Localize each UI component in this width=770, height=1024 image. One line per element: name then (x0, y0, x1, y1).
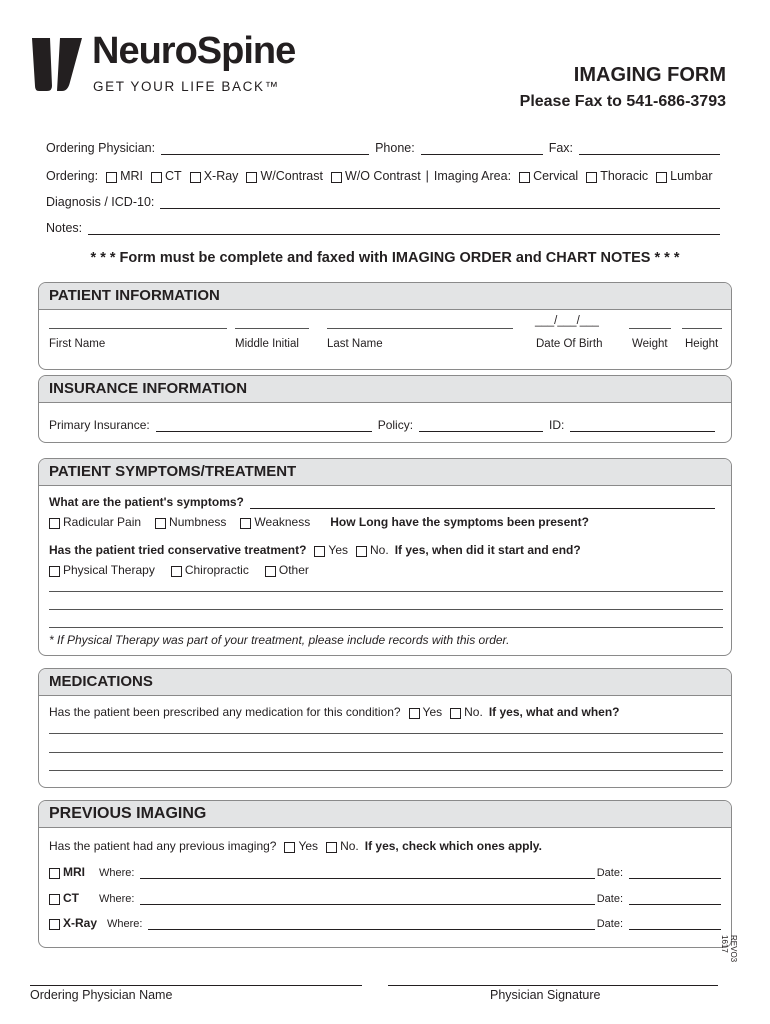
previous-ct-label: CT (63, 891, 79, 905)
ordering-physician-label: Ordering Physician: (46, 141, 156, 155)
radicular-pain-option: Radicular Pain (63, 515, 142, 529)
previous-no-option: No. (340, 839, 359, 853)
xray-date-label: Date: (596, 918, 623, 930)
other-checkbox[interactable] (265, 566, 276, 577)
radicular-pain-checkbox[interactable] (49, 518, 60, 529)
previous-imaging-section (38, 800, 732, 948)
mri-where-label: Where: (99, 867, 135, 879)
phone-label: Phone: (375, 141, 415, 155)
policy-label: Policy: (377, 418, 414, 432)
conservative-row (49, 543, 721, 557)
medications-title: MEDICATIONS (39, 669, 731, 696)
id-field[interactable] (570, 419, 715, 432)
previous-imaging-question: Has the patient had any previous imaging? (49, 839, 277, 853)
medications-section (38, 668, 732, 788)
imaging-area-label: Imaging Area: (433, 169, 512, 183)
numbness-option: Numbness (169, 515, 227, 529)
conservative-yes-option: Yes (328, 543, 348, 557)
ct-date-label: Date: (596, 893, 623, 905)
w-contrast-checkbox[interactable] (246, 172, 257, 183)
other-option: Other (278, 563, 309, 577)
primary-insurance-field[interactable] (156, 419, 372, 432)
physician-name-label: Ordering Physician Name (30, 988, 173, 1002)
dob-field[interactable]: ___/___/___ (535, 315, 599, 327)
previous-xray-row (49, 916, 721, 930)
treatment-line[interactable] (49, 627, 723, 628)
physician-signature-label: Physician Signature (490, 988, 601, 1002)
previous-mri-row (49, 865, 721, 879)
symptoms-treatment-section (38, 458, 732, 656)
diagnosis-row (46, 195, 726, 209)
numbness-checkbox[interactable] (155, 518, 166, 529)
last-name-label: Last Name (327, 338, 383, 350)
form-notice: * * * Form must be complete and faxed with IMAGING ORDER and CHART NOTES * * * (90, 250, 680, 266)
mri-checkbox[interactable] (106, 172, 117, 183)
patient-information-title: PATIENT INFORMATION (39, 283, 731, 310)
mri-date-field[interactable] (629, 866, 721, 879)
xray-where-field[interactable] (148, 917, 594, 930)
insurance-row (49, 418, 721, 432)
mri-where-field[interactable] (140, 866, 594, 879)
middle-initial-label: Middle Initial (235, 338, 299, 350)
primary-insurance-label: Primary Insurance: (49, 418, 150, 432)
previous-yes-checkbox[interactable] (284, 842, 295, 853)
form-title: IMAGING FORM (573, 64, 726, 86)
symptoms-question: What are the patient's symptoms? (49, 495, 244, 509)
ct-where-label: Where: (99, 893, 135, 905)
w-contrast-option: W/Contrast (260, 169, 323, 183)
symptoms-options-row (49, 515, 721, 529)
fax-number: Please Fax to 541-686-3793 (519, 93, 726, 110)
height-field[interactable] (682, 328, 722, 329)
xray-option: X-Ray (203, 169, 239, 183)
weakness-checkbox[interactable] (240, 518, 251, 529)
conservative-yes-checkbox[interactable] (314, 546, 325, 557)
medication-line[interactable] (49, 733, 723, 734)
how-long-question: How Long have the symptoms been present? (330, 515, 589, 529)
brand-tagline: GET YOUR LIFE BACK™ (93, 79, 280, 94)
conservative-no-option: No. (370, 543, 389, 557)
xray-date-field[interactable] (629, 917, 721, 930)
previous-imaging-question-row (49, 839, 721, 853)
treatment-options-row (49, 563, 721, 577)
previous-yes-option: Yes (298, 839, 319, 853)
what-when-question: If yes, what and when? (488, 705, 620, 719)
ct-option: CT (165, 169, 182, 183)
medication-line[interactable] (49, 770, 723, 771)
diagnosis-field[interactable] (160, 196, 720, 209)
revision-code: REVO3 1617 (720, 935, 738, 963)
dob-label: Date Of Birth (536, 338, 603, 350)
lumbar-option: Lumbar (670, 169, 713, 183)
treatment-line[interactable] (49, 591, 723, 592)
medications-question: Has the patient been prescribed any medication for this condition? (49, 705, 401, 719)
previous-xray-label: X-Ray (63, 916, 98, 930)
conservative-no-checkbox[interactable] (356, 546, 367, 557)
conservative-question: Has the patient tried conservative treatment? (49, 543, 307, 557)
wo-contrast-checkbox[interactable] (331, 172, 342, 183)
policy-field[interactable] (419, 419, 543, 432)
when-question: If yes, when did it start and end? (394, 543, 581, 557)
insurance-information-title: INSURANCE INFORMATION (39, 376, 731, 403)
notes-field[interactable] (88, 222, 720, 235)
weakness-option: Weakness (254, 515, 311, 529)
ct-checkbox[interactable] (151, 172, 162, 183)
ordering-label: Ordering: (46, 169, 99, 183)
xray-where-label: Where: (107, 918, 143, 930)
wo-contrast-option: W/O Contrast (344, 169, 421, 183)
physical-therapy-checkbox[interactable] (49, 566, 60, 577)
last-name-field[interactable] (327, 328, 513, 329)
patient-information-section (38, 282, 732, 370)
phone-field[interactable] (421, 142, 543, 155)
symptoms-treatment-title: PATIENT SYMPTOMS/TREATMENT (39, 459, 731, 486)
ordering-physician-field[interactable] (161, 142, 369, 155)
treatment-line[interactable] (49, 609, 723, 610)
brand-name: NeuroSpine (92, 30, 296, 72)
chiropractic-option: Chiropractic (184, 563, 249, 577)
neurospine-logo-icon (30, 36, 84, 92)
physician-signature-field[interactable] (388, 985, 718, 986)
fax-label: Fax: (548, 141, 574, 155)
thoracic-option: Thoracic (600, 169, 649, 183)
previous-mri-checkbox[interactable] (49, 868, 60, 879)
height-label: Height (685, 338, 719, 350)
medications-question-row (49, 705, 721, 719)
previous-imaging-title: PREVIOUS IMAGING (39, 801, 731, 828)
ct-where-field[interactable] (140, 892, 594, 905)
previous-ct-row (49, 891, 721, 905)
first-name-field[interactable] (49, 328, 227, 329)
previous-mri-label: MRI (63, 865, 85, 879)
physical-therapy-option: Physical Therapy (63, 563, 155, 577)
physician-name-field[interactable] (30, 985, 362, 986)
notes-label: Notes: (46, 221, 83, 235)
middle-initial-field[interactable] (235, 328, 309, 329)
previous-ct-checkbox[interactable] (49, 894, 60, 905)
fax-field[interactable] (579, 142, 720, 155)
medications-yes-checkbox[interactable] (409, 708, 420, 719)
mri-option: MRI (120, 169, 144, 183)
cervical-checkbox[interactable] (519, 172, 530, 183)
first-name-label: First Name (49, 338, 106, 350)
previous-xray-checkbox[interactable] (49, 919, 60, 930)
chiropractic-checkbox[interactable] (171, 566, 182, 577)
previous-no-checkbox[interactable] (326, 842, 337, 853)
medications-no-checkbox[interactable] (450, 708, 461, 719)
xray-checkbox[interactable] (190, 172, 201, 183)
thoracic-checkbox[interactable] (586, 172, 597, 183)
medication-line[interactable] (49, 752, 723, 753)
id-label: ID: (549, 418, 565, 432)
weight-label: Weight (632, 338, 668, 350)
ct-date-field[interactable] (629, 892, 721, 905)
physical-therapy-footnote: * If Physical Therapy was part of your treatment, please include records with this order. (49, 633, 510, 647)
medications-yes-option: Yes (422, 705, 443, 719)
insurance-information-section (38, 375, 732, 443)
cervical-option: Cervical (533, 169, 579, 183)
ordering-row (46, 169, 726, 183)
diagnosis-label: Diagnosis / ICD-10: (46, 195, 155, 209)
symptoms-question-row (49, 495, 721, 509)
lumbar-checkbox[interactable] (656, 172, 667, 183)
ordering-physician-row (46, 141, 726, 155)
separator: | (425, 169, 429, 183)
notes-row (46, 221, 726, 235)
symptoms-field[interactable] (250, 496, 715, 509)
medications-no-option: No. (464, 705, 483, 719)
weight-field[interactable] (629, 328, 671, 329)
which-ones-question: If yes, check which ones apply. (364, 839, 542, 853)
mri-date-label: Date: (596, 867, 623, 879)
